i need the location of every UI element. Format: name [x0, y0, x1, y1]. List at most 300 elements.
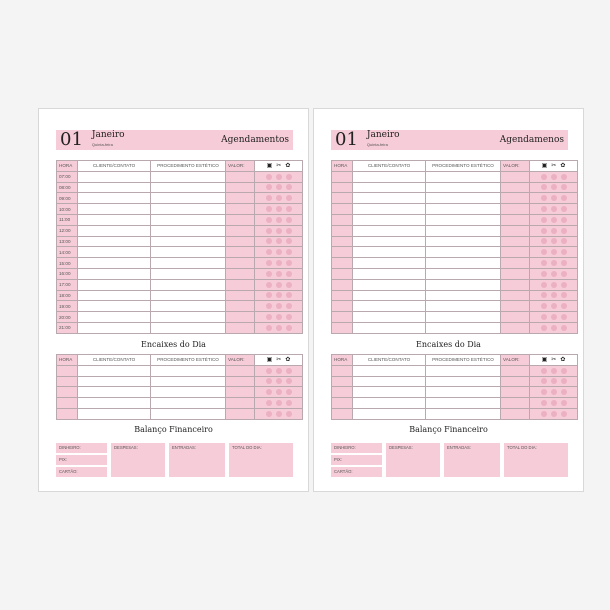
procedimento-cell[interactable] — [426, 408, 501, 419]
pix-field[interactable]: PIX: — [56, 455, 107, 465]
checkbox-circle[interactable] — [551, 217, 557, 223]
checkbox-circle[interactable] — [286, 282, 292, 288]
despesas-field[interactable]: DESPESAS: — [111, 443, 165, 477]
checkbox-circle[interactable] — [551, 260, 557, 266]
checkbox-circle[interactable] — [551, 228, 557, 234]
dinheiro-field[interactable]: DINHEIRO: — [56, 443, 107, 453]
valor-cell[interactable] — [501, 204, 530, 215]
cliente-cell[interactable] — [353, 193, 426, 204]
valor-cell[interactable] — [226, 268, 255, 279]
procedimento-cell[interactable] — [426, 225, 501, 236]
hora-cell[interactable]: 13:00 — [57, 236, 78, 247]
valor-cell[interactable] — [501, 268, 530, 279]
cliente-cell[interactable] — [78, 268, 151, 279]
checkbox-circle[interactable] — [541, 174, 547, 180]
valor-cell[interactable] — [226, 279, 255, 290]
cliente-cell[interactable] — [78, 247, 151, 258]
checkbox-circle[interactable] — [551, 378, 557, 384]
checkbox-circle[interactable] — [561, 400, 567, 406]
checkbox-circle[interactable] — [276, 400, 282, 406]
checkbox-circle[interactable] — [551, 184, 557, 190]
cliente-cell[interactable] — [353, 279, 426, 290]
checkbox-circle[interactable] — [276, 249, 282, 255]
checkbox-circle[interactable] — [551, 314, 557, 320]
entradas-field[interactable]: ENTRADAS: — [169, 443, 225, 477]
procedimento-cell[interactable] — [151, 376, 226, 387]
checkbox-circle[interactable] — [276, 195, 282, 201]
cliente-cell[interactable] — [78, 182, 151, 193]
procedimento-cell[interactable] — [426, 214, 501, 225]
hora-cell[interactable] — [332, 387, 353, 398]
checkbox-circle[interactable] — [266, 228, 272, 234]
checkbox-circle[interactable] — [541, 325, 547, 331]
checkbox-circle[interactable] — [276, 368, 282, 374]
checkbox-circle[interactable] — [276, 217, 282, 223]
checkbox-circle[interactable] — [551, 271, 557, 277]
checkbox-circle[interactable] — [286, 368, 292, 374]
cliente-cell[interactable] — [353, 312, 426, 323]
hora-cell[interactable] — [332, 268, 353, 279]
hora-cell[interactable] — [332, 214, 353, 225]
valor-cell[interactable] — [226, 247, 255, 258]
checkbox-circle[interactable] — [561, 314, 567, 320]
cliente-cell[interactable] — [78, 398, 151, 409]
checkbox-circle[interactable] — [276, 271, 282, 277]
checkbox-circle[interactable] — [541, 238, 547, 244]
procedimento-cell[interactable] — [151, 301, 226, 312]
valor-cell[interactable] — [226, 193, 255, 204]
hora-cell[interactable] — [332, 290, 353, 301]
procedimento-cell[interactable] — [151, 214, 226, 225]
checkbox-circle[interactable] — [561, 238, 567, 244]
cliente-cell[interactable] — [78, 225, 151, 236]
checkbox-circle[interactable] — [541, 260, 547, 266]
checkbox-circle[interactable] — [276, 378, 282, 384]
hora-cell[interactable] — [332, 322, 353, 333]
procedimento-cell[interactable] — [426, 204, 501, 215]
hora-cell[interactable] — [332, 258, 353, 269]
checkbox-circle[interactable] — [286, 206, 292, 212]
checkbox-circle[interactable] — [541, 217, 547, 223]
cliente-cell[interactable] — [353, 365, 426, 376]
procedimento-cell[interactable] — [426, 268, 501, 279]
checkbox-circle[interactable] — [561, 228, 567, 234]
procedimento-cell[interactable] — [151, 247, 226, 258]
checkbox-circle[interactable] — [551, 206, 557, 212]
hora-cell[interactable] — [57, 387, 78, 398]
valor-cell[interactable] — [226, 398, 255, 409]
checkbox-circle[interactable] — [266, 303, 272, 309]
hora-cell[interactable]: 09:00 — [57, 193, 78, 204]
checkbox-circle[interactable] — [266, 206, 272, 212]
hora-cell[interactable]: 12:00 — [57, 225, 78, 236]
procedimento-cell[interactable] — [426, 193, 501, 204]
cartao-field[interactable]: CARTÃO: — [331, 467, 382, 477]
checkbox-circle[interactable] — [551, 249, 557, 255]
checkbox-circle[interactable] — [276, 206, 282, 212]
hora-cell[interactable]: 17:00 — [57, 279, 78, 290]
procedimento-cell[interactable] — [426, 182, 501, 193]
icons-header — [255, 355, 303, 366]
cliente-cell[interactable] — [78, 387, 151, 398]
checkbox-circle[interactable] — [286, 228, 292, 234]
checkbox-circle[interactable] — [551, 389, 557, 395]
checkbox-circle[interactable] — [276, 325, 282, 331]
valor-cell[interactable] — [226, 290, 255, 301]
checkbox-circle[interactable] — [541, 378, 547, 384]
checkbox-circle[interactable] — [551, 411, 557, 417]
checkbox-circle[interactable] — [561, 174, 567, 180]
checkbox-circle[interactable] — [276, 260, 282, 266]
valor-cell[interactable] — [501, 171, 530, 182]
month-block — [92, 131, 125, 149]
procedimento-cell[interactable] — [151, 268, 226, 279]
checkbox-circle[interactable] — [541, 195, 547, 201]
checkbox-circle[interactable] — [551, 238, 557, 244]
valor-cell[interactable] — [226, 376, 255, 387]
procedimento-cell[interactable] — [151, 408, 226, 419]
checkbox-circle[interactable] — [266, 292, 272, 298]
hora-cell[interactable] — [332, 408, 353, 419]
checkbox-circle[interactable] — [541, 303, 547, 309]
checkbox-circle[interactable] — [541, 271, 547, 277]
checkbox-circle[interactable] — [276, 314, 282, 320]
cartao-field[interactable]: CARTÃO: — [56, 467, 107, 477]
checkbox-circle[interactable] — [286, 400, 292, 406]
procedimento-cell[interactable] — [151, 387, 226, 398]
table-row — [332, 193, 578, 204]
checkbox-circle[interactable] — [561, 325, 567, 331]
cliente-cell[interactable] — [78, 376, 151, 387]
procedimento-cell[interactable] — [426, 279, 501, 290]
hora-cell[interactable] — [332, 312, 353, 323]
cliente-cell[interactable] — [353, 236, 426, 247]
valor-cell[interactable] — [226, 408, 255, 419]
hora-cell[interactable] — [332, 376, 353, 387]
procedimento-cell[interactable] — [426, 365, 501, 376]
checkbox-circle[interactable] — [561, 368, 567, 374]
valor-cell[interactable] — [501, 247, 530, 258]
checkbox-circle[interactable] — [276, 238, 282, 244]
procedimento-cell[interactable] — [151, 182, 226, 193]
procedimento-cell[interactable] — [426, 236, 501, 247]
checkbox-circle[interactable] — [561, 206, 567, 212]
checkbox-circle[interactable] — [266, 411, 272, 417]
hora-cell[interactable] — [332, 225, 353, 236]
procedimento-cell[interactable] — [426, 398, 501, 409]
procedimento-cell[interactable] — [151, 171, 226, 182]
procedimento-cell[interactable] — [426, 258, 501, 269]
valor-cell[interactable] — [501, 214, 530, 225]
checkbox-circle[interactable] — [286, 271, 292, 277]
checkbox-circle[interactable] — [266, 282, 272, 288]
procedimento-cell[interactable] — [151, 193, 226, 204]
cliente-cell[interactable] — [78, 301, 151, 312]
checkbox-circle[interactable] — [266, 249, 272, 255]
procedimento-cell[interactable] — [151, 398, 226, 409]
checkbox-circle[interactable] — [286, 389, 292, 395]
hora-cell[interactable]: 08:00 — [57, 182, 78, 193]
cliente-cell[interactable] — [78, 214, 151, 225]
checkbox-circle[interactable] — [551, 282, 557, 288]
status-dots-cell — [255, 279, 303, 290]
cliente-cell[interactable] — [78, 204, 151, 215]
valor-cell[interactable] — [501, 312, 530, 323]
procedimento-cell[interactable] — [426, 387, 501, 398]
checkbox-circle[interactable] — [276, 282, 282, 288]
cliente-cell[interactable] — [353, 171, 426, 182]
valor-cell[interactable] — [226, 387, 255, 398]
checkbox-circle[interactable] — [286, 238, 292, 244]
hora-cell[interactable]: 19:00 — [57, 301, 78, 312]
hora-cell[interactable] — [332, 398, 353, 409]
valor-cell[interactable] — [501, 193, 530, 204]
procedimento-cell[interactable] — [426, 247, 501, 258]
total-do-dia-field[interactable]: TOTAL DO DIA: — [504, 443, 568, 477]
checkbox-circle[interactable] — [276, 411, 282, 417]
valor-cell[interactable] — [501, 279, 530, 290]
valor-cell[interactable] — [226, 204, 255, 215]
cliente-cell[interactable] — [353, 376, 426, 387]
hora-cell[interactable]: 14:00 — [57, 247, 78, 258]
valor-cell[interactable] — [501, 225, 530, 236]
checkbox-circle[interactable] — [276, 303, 282, 309]
valor-cell[interactable] — [501, 258, 530, 269]
checkbox-circle[interactable] — [541, 389, 547, 395]
checkbox-circle[interactable] — [266, 174, 272, 180]
hora-cell[interactable] — [332, 182, 353, 193]
checkbox-circle[interactable] — [561, 217, 567, 223]
valor-cell[interactable] — [501, 376, 530, 387]
checkbox-circle[interactable] — [551, 368, 557, 374]
checkbox-circle[interactable] — [541, 249, 547, 255]
cliente-cell[interactable] — [78, 322, 151, 333]
checkbox-circle[interactable] — [561, 184, 567, 190]
hora-cell[interactable]: 11:00 — [57, 214, 78, 225]
checkbox-circle[interactable] — [286, 184, 292, 190]
procedimento-cell[interactable] — [151, 322, 226, 333]
procedimento-cell[interactable] — [151, 258, 226, 269]
procedimento-cell[interactable] — [151, 204, 226, 215]
hora-cell[interactable] — [332, 301, 353, 312]
checkbox-circle[interactable] — [561, 292, 567, 298]
checkbox-circle[interactable] — [266, 271, 272, 277]
checkbox-circle[interactable] — [561, 195, 567, 201]
procedimento-cell[interactable] — [151, 236, 226, 247]
checkbox-circle[interactable] — [561, 378, 567, 384]
checkbox-circle[interactable] — [276, 292, 282, 298]
dinheiro-field[interactable]: DINHEIRO: — [331, 443, 382, 453]
checkbox-circle[interactable] — [286, 314, 292, 320]
cliente-cell[interactable] — [353, 214, 426, 225]
cliente-cell[interactable] — [353, 408, 426, 419]
valor-cell[interactable] — [501, 290, 530, 301]
checkbox-circle[interactable] — [541, 411, 547, 417]
hora-cell[interactable] — [332, 247, 353, 258]
hora-cell[interactable]: 10:00 — [57, 204, 78, 215]
checkbox-circle[interactable] — [266, 217, 272, 223]
cliente-cell[interactable] — [353, 225, 426, 236]
total-do-dia-field[interactable]: TOTAL DO DIA: — [229, 443, 293, 477]
checkbox-circle[interactable] — [286, 378, 292, 384]
valor-cell[interactable] — [501, 182, 530, 193]
valor-cell[interactable] — [226, 236, 255, 247]
procedimento-cell[interactable] — [426, 322, 501, 333]
checkbox-circle[interactable] — [551, 174, 557, 180]
cliente-cell[interactable] — [78, 236, 151, 247]
checkbox-circle[interactable] — [266, 195, 272, 201]
valor-cell[interactable] — [501, 236, 530, 247]
procedimento-cell[interactable] — [426, 376, 501, 387]
cliente-cell[interactable] — [78, 171, 151, 182]
hora-cell[interactable] — [57, 408, 78, 419]
checkbox-circle[interactable] — [541, 228, 547, 234]
procedimento-cell[interactable] — [151, 365, 226, 376]
checkbox-circle[interactable] — [541, 184, 547, 190]
hora-cell[interactable] — [332, 171, 353, 182]
valor-cell[interactable] — [501, 322, 530, 333]
checkbox-circle[interactable] — [286, 217, 292, 223]
status-dots-cell — [255, 236, 303, 247]
cliente-cell[interactable] — [78, 258, 151, 269]
cliente-cell[interactable] — [353, 268, 426, 279]
checkbox-circle[interactable] — [286, 292, 292, 298]
cliente-cell[interactable] — [78, 408, 151, 419]
checkbox-circle[interactable] — [551, 292, 557, 298]
checkbox-circle[interactable] — [266, 400, 272, 406]
hora-cell[interactable]: 16:00 — [57, 268, 78, 279]
checkbox-circle[interactable] — [541, 292, 547, 298]
cliente-cell[interactable] — [353, 247, 426, 258]
hora-cell[interactable]: 20:00 — [57, 312, 78, 323]
checkbox-circle[interactable] — [286, 195, 292, 201]
checkbox-circle[interactable] — [551, 195, 557, 201]
valor-cell[interactable] — [501, 398, 530, 409]
checkbox-circle[interactable] — [541, 368, 547, 374]
cliente-cell[interactable] — [78, 290, 151, 301]
valor-cell[interactable] — [226, 322, 255, 333]
checkbox-circle[interactable] — [266, 238, 272, 244]
valor-cell[interactable] — [226, 301, 255, 312]
checkbox-circle[interactable] — [561, 260, 567, 266]
valor-cell[interactable] — [226, 258, 255, 269]
cliente-cell[interactable] — [353, 182, 426, 193]
hora-cell[interactable]: 15:00 — [57, 258, 78, 269]
procedimento-cell[interactable] — [426, 171, 501, 182]
cliente-cell[interactable] — [353, 322, 426, 333]
table-row — [332, 225, 578, 236]
hora-cell[interactable] — [332, 279, 353, 290]
checkbox-circle[interactable] — [561, 271, 567, 277]
status-dots-cell — [255, 398, 303, 409]
valor-cell[interactable] — [226, 182, 255, 193]
valor-cell[interactable] — [226, 214, 255, 225]
checkbox-circle[interactable] — [551, 325, 557, 331]
cliente-cell[interactable] — [78, 193, 151, 204]
checkbox-circle[interactable] — [266, 368, 272, 374]
hora-cell[interactable] — [332, 236, 353, 247]
checkbox-circle[interactable] — [266, 260, 272, 266]
checkbox-circle[interactable] — [276, 389, 282, 395]
checkbox-circle[interactable] — [276, 228, 282, 234]
checkbox-circle[interactable] — [561, 249, 567, 255]
despesas-field[interactable]: DESPESAS: — [386, 443, 440, 477]
pix-field[interactable]: PIX: — [331, 455, 382, 465]
checkbox-circle[interactable] — [266, 314, 272, 320]
procedimento-cell[interactable] — [151, 225, 226, 236]
hora-cell[interactable] — [332, 193, 353, 204]
checkbox-circle[interactable] — [541, 282, 547, 288]
hora-cell[interactable]: 21:00 — [57, 322, 78, 333]
checkbox-circle[interactable] — [286, 303, 292, 309]
valor-cell[interactable] — [226, 312, 255, 323]
valor-cell[interactable] — [501, 301, 530, 312]
hora-cell[interactable]: 07:00 — [57, 171, 78, 182]
hora-cell[interactable] — [332, 204, 353, 215]
procedimento-cell[interactable] — [151, 312, 226, 323]
checkbox-circle[interactable] — [286, 260, 292, 266]
procedimento-cell[interactable] — [151, 290, 226, 301]
hora-cell[interactable] — [57, 398, 78, 409]
hora-cell[interactable] — [57, 365, 78, 376]
valor-cell[interactable] — [501, 365, 530, 376]
checkbox-circle[interactable] — [286, 411, 292, 417]
checkbox-circle[interactable] — [551, 400, 557, 406]
cliente-cell[interactable] — [353, 301, 426, 312]
cliente-cell[interactable] — [353, 387, 426, 398]
status-dots-cell — [255, 258, 303, 269]
valor-cell[interactable] — [226, 225, 255, 236]
checkbox-circle[interactable] — [286, 249, 292, 255]
cliente-cell[interactable] — [353, 398, 426, 409]
checkbox-circle[interactable] — [266, 184, 272, 190]
procedimento-cell[interactable] — [426, 312, 501, 323]
valor-cell[interactable] — [226, 171, 255, 182]
checkbox-circle[interactable] — [266, 389, 272, 395]
checkbox-circle[interactable] — [266, 325, 272, 331]
cliente-cell[interactable] — [353, 204, 426, 215]
valor-cell[interactable] — [501, 387, 530, 398]
valor-cell[interactable] — [501, 408, 530, 419]
checkbox-circle[interactable] — [266, 378, 272, 384]
hora-cell[interactable] — [332, 365, 353, 376]
checkbox-circle[interactable] — [286, 325, 292, 331]
checkbox-circle[interactable] — [286, 174, 292, 180]
procedimento-cell[interactable] — [426, 290, 501, 301]
hora-cell[interactable] — [57, 376, 78, 387]
cliente-cell[interactable] — [353, 258, 426, 269]
procedimento-cell[interactable] — [426, 301, 501, 312]
checkbox-circle[interactable] — [541, 314, 547, 320]
cliente-cell[interactable] — [78, 279, 151, 290]
checkbox-circle[interactable] — [276, 174, 282, 180]
checkbox-circle[interactable] — [541, 206, 547, 212]
valor-cell[interactable] — [226, 365, 255, 376]
hora-cell[interactable]: 18:00 — [57, 290, 78, 301]
checkbox-circle[interactable] — [541, 400, 547, 406]
cliente-cell[interactable] — [78, 312, 151, 323]
checkbox-circle[interactable] — [561, 389, 567, 395]
checkbox-circle[interactable] — [276, 184, 282, 190]
checkbox-circle[interactable] — [551, 303, 557, 309]
entradas-field[interactable]: ENTRADAS: — [444, 443, 500, 477]
procedimento-cell[interactable] — [151, 279, 226, 290]
cliente-cell[interactable] — [353, 290, 426, 301]
checkbox-circle[interactable] — [561, 282, 567, 288]
checkbox-circle[interactable] — [561, 303, 567, 309]
checkbox-circle[interactable] — [561, 411, 567, 417]
cliente-cell[interactable] — [78, 365, 151, 376]
